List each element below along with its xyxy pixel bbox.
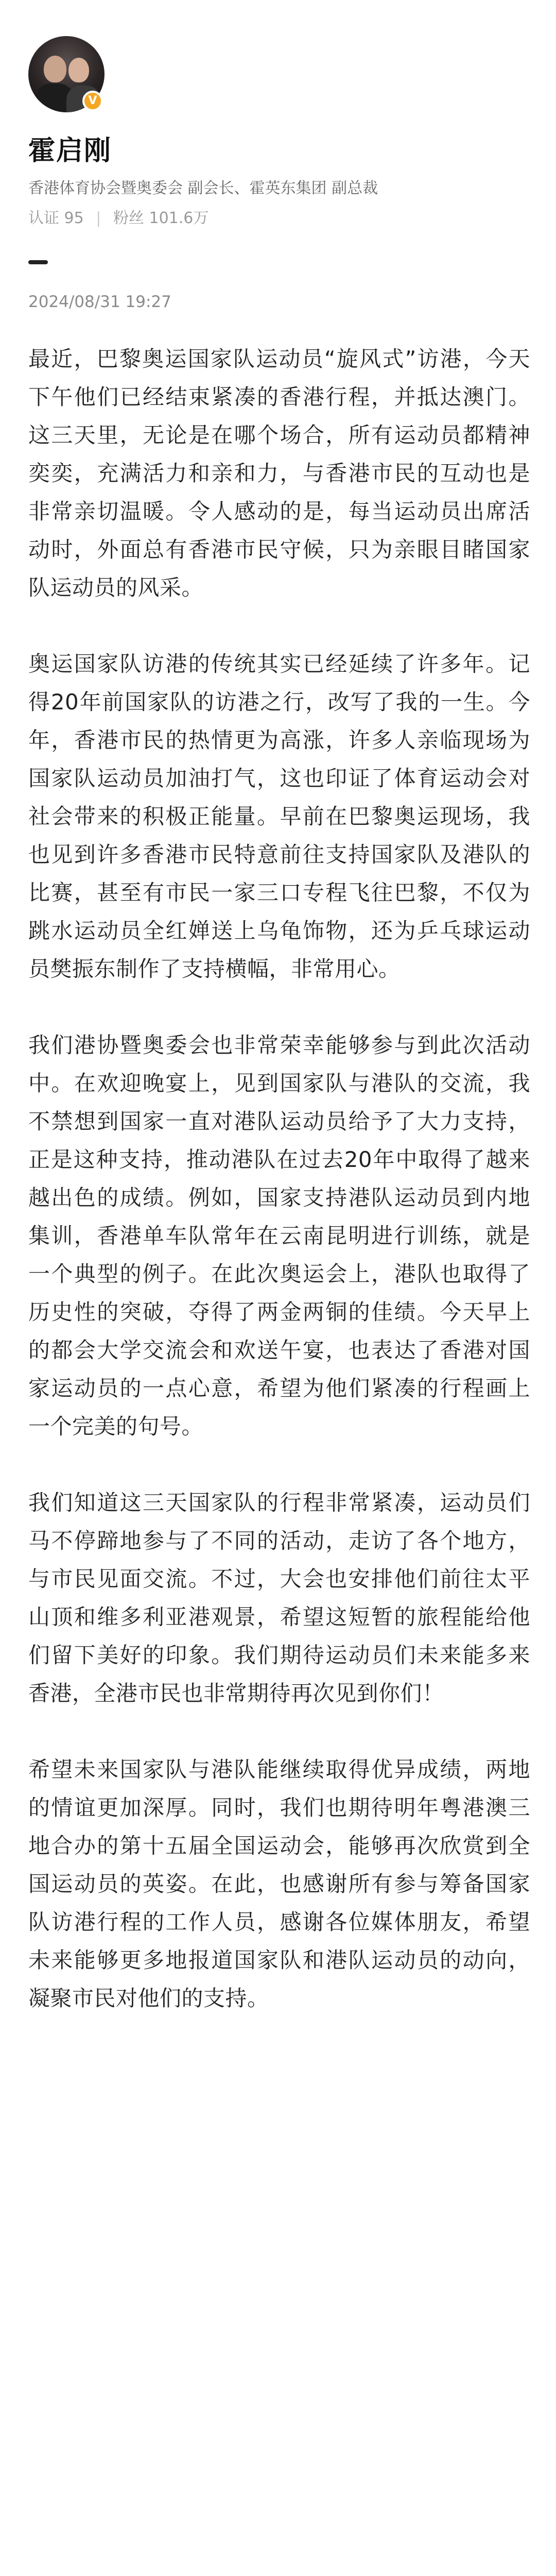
user-name[interactable]: 霍启刚 [28,135,112,166]
post-paragraph: 最近，巴黎奥运国家队运动员“旋风式”访港，今天下午他们已经结束紧凑的香港行程，并抵达澳门。这三天里，无论是在哪个场合，所有运动员都精神奕奕，充满活力和亲和力，与香港市民的互动也是非常亲切温暖。令人感动的是，每当运动员出席活动时，外面总有香港市民守候，只为亲眼目睹国家队运动员的风采。 [28,346,530,600]
verified-badge-icon: V [82,91,103,111]
stats-count: 95 [64,209,84,227]
post-paragraph: 希望未来国家队与港队能继续取得优异成绩，两地的情谊更加深厚。同时，我们也期待明年粤港澳三地合办的第十五届全国运动会，能够再次欣赏到全国运动员的英姿。在此，也感谢所有参与筹备国家队访港行程的工作人员，感谢各位媒体朋友，希望未来能够更多地报道国家队和港队运动员的动向，凝聚市民对他们的支持。 [28,1757,530,2011]
post-paragraph: 我们知道这三天国家队的行程非常紧凑，运动员们马不停蹄地参与了不同的活动，走访了各个地方，与市民见面交流。不过，大会也安排他们前往太平山顶和维多利亚港观景，希望这短暂的旅程能给他们留下美好的印象。我们期待运动员们未来能多来香港，全港市民也非常期待再次见到你们！ [28,1490,530,1706]
verification-text: 香港体育协会暨奥委会 副会长、霍英东集团 副总裁 [28,179,378,197]
post-timestamp: 2024/08/31 19:27 [28,293,171,311]
fans-count: 101.6万 [149,209,209,227]
post-content [28,340,530,2056]
profile-header [0,0,556,227]
post-paragraph: 奥运国家队访港的传统其实已经延续了许多年。记得20年前国家队的访港之行，改写了我的一生。今年，香港市民的热情更为高涨，许多人亲临现场为国家队运动员加油打气，这也印证了体育运动会对社会带来的积极正能量。早前在巴黎奥运现场，我也见到许多香港市民特意前往支持国家队及港队的比赛，甚至有市民一家三口专程飞往巴黎，不仅为跳水运动员全红婵送上乌龟饰物，还为乒乓球运动员樊振东制作了支持横幅，非常用心。 [28,651,530,981]
user-stats: 认证 95 | 粉丝 101.6万 [28,209,209,227]
stats-prefix: 认证 [28,209,59,227]
post-paragraph: 我们港协暨奥委会也非常荣幸能够参与到此次活动中。在欢迎晚宴上，见到国家队与港队的交流，我不禁想到国家一直对港队运动员给予了大力支持，正是这种支持，推动港队在过去20年中取得了越来越出色的成绩。例如，国家支持港队运动员到内地集训，香港单车队常年在云南昆明进行训练，就是一个典型的例子。在此次奥运会上，港队也取得了历史性的突破，夺得了两金两铜的佳绩。今天早上的都会大学交流会和欢送午宴，也表达了香港对国家运动员的一点心意，希望为他们紧凑的行程画上一个完美的句号。 [28,1032,530,1439]
section-divider [28,260,48,264]
fans-label: 粉丝 [113,209,144,227]
